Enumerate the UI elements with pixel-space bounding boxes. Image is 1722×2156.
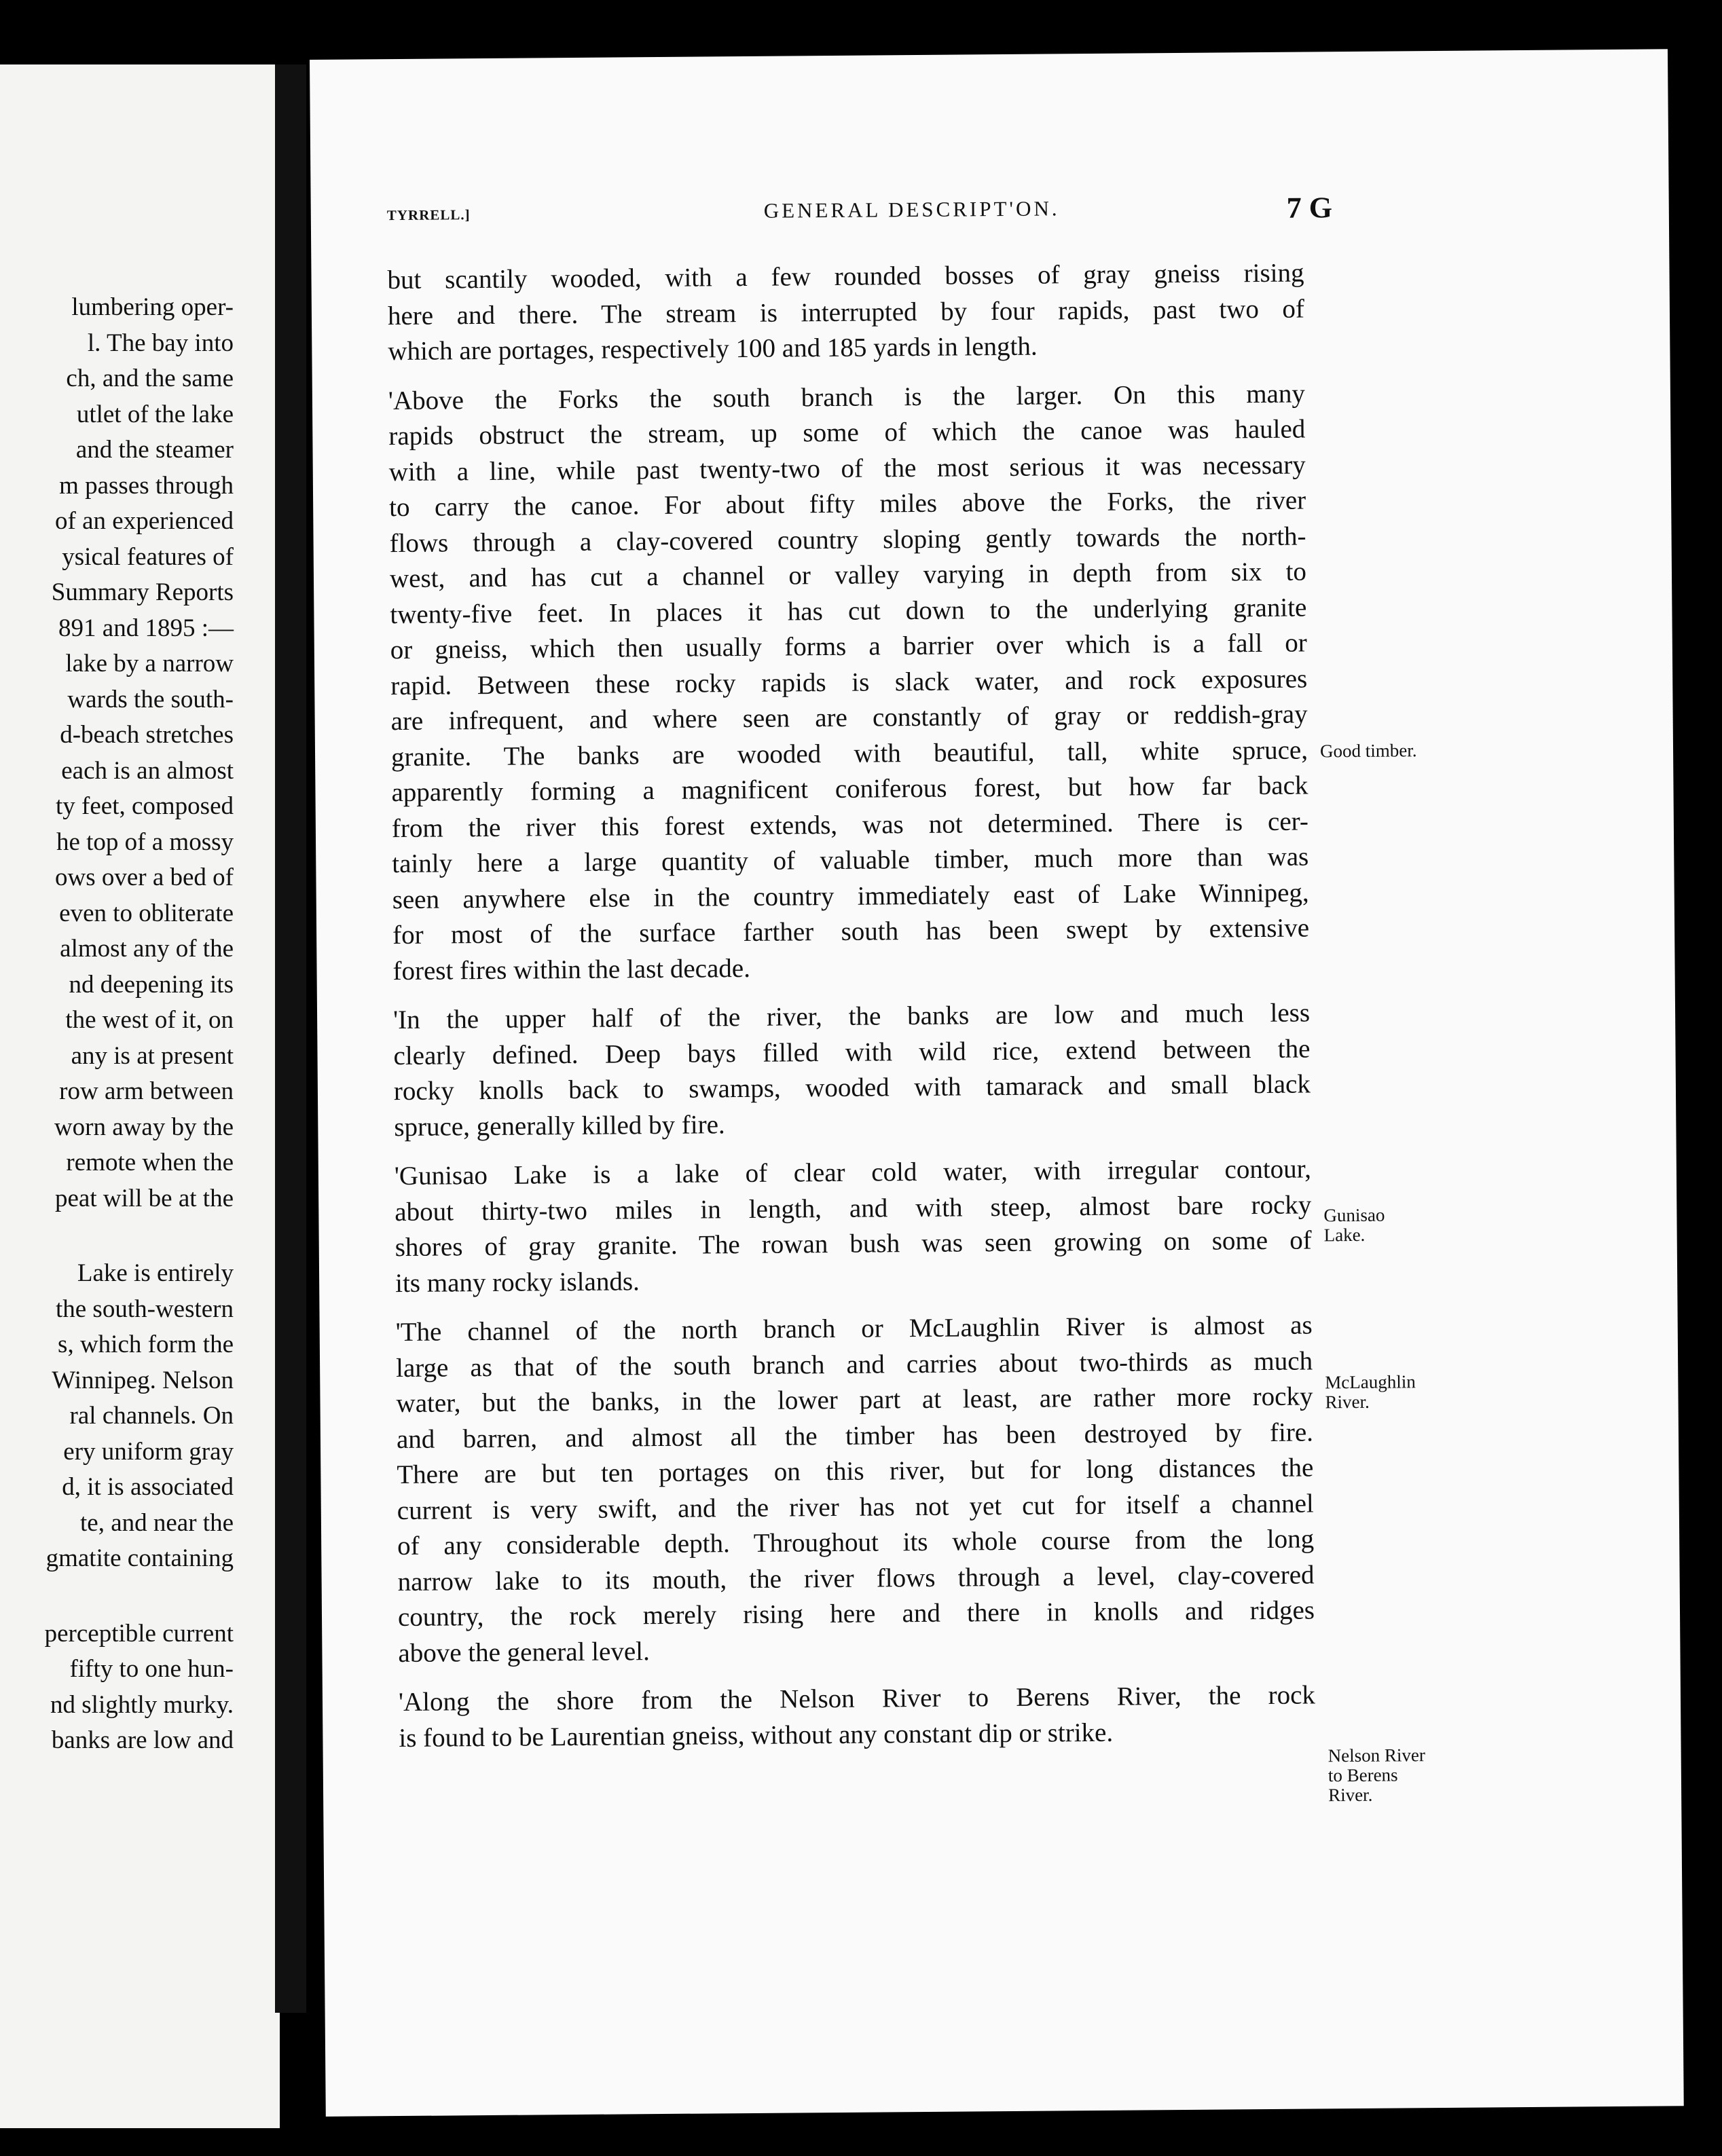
- text-line: 'Above the Forks the south branch is the larger. On this many: [388, 379, 1306, 415]
- facing-text-line: fifty to one hun-: [69, 1655, 234, 1683]
- margin-note-line: Lake.: [1323, 1224, 1366, 1246]
- margin-note-line: River.: [1325, 1391, 1370, 1413]
- text-line: 'Gunisao Lake is a lake of clear cold water, with irregular contour,: [394, 1154, 1312, 1191]
- text-line: about thirty-two miles in length, and with steep, almost bare rocky: [395, 1189, 1312, 1227]
- text-line: its many rocky islands.: [395, 1266, 640, 1298]
- facing-text-line: s, which form the: [58, 1331, 234, 1358]
- facing-text-line: even to obliterate: [59, 899, 234, 927]
- text-line: large as that of the south branch and carries about two-thirds as much: [395, 1345, 1313, 1383]
- text-line: current is very swift, and the river has not yet cut for itself a channel: [397, 1488, 1314, 1525]
- facing-text-line: 891 and 1895 :—: [58, 614, 234, 642]
- text-line: apparently forming a magnificent coniferous forest, but how far back: [391, 770, 1308, 808]
- margin-note-mclaughlin-river: [1325, 1372, 1416, 1412]
- facing-text-line: remote when the: [66, 1149, 234, 1176]
- paragraph: [388, 376, 1310, 989]
- facing-text-line: ral channels. On: [69, 1402, 234, 1430]
- paragraph: [399, 1677, 1316, 1756]
- text-line: of any considerable depth. Throughout its whole course from the long: [397, 1524, 1315, 1561]
- text-line: spruce, generally killed by fire.: [394, 1109, 725, 1142]
- facing-text-line: ows over a bed of: [54, 863, 234, 891]
- running-head-author: TYRRELL.]: [386, 206, 471, 224]
- margin-note-line: Gunisao: [1323, 1204, 1385, 1226]
- facing-text-line: each is an almost: [61, 756, 234, 785]
- facing-text-line: ery uniform gray: [63, 1437, 234, 1466]
- facing-text-line: utlet of the lake: [76, 400, 234, 428]
- text-line: 'In the upper half of the river, the banks are low and much less: [392, 998, 1311, 1035]
- book-gutter: [275, 64, 306, 2013]
- margin-note-nelson-river: [1328, 1745, 1426, 1805]
- facing-text-line: nd slightly murky.: [50, 1690, 234, 1719]
- text-line: and barren, and almost all the timber has been destroyed by fire.: [396, 1417, 1314, 1454]
- text-line: or gneiss, which then usually forms a barrier over which is a fall or: [390, 628, 1307, 665]
- text-line: here and there. The stream is interrupted by four rapids, past two of: [387, 294, 1305, 331]
- facing-text-line: Winnipeg. Nelson: [52, 1366, 234, 1394]
- paragraph-gap: [0, 1216, 234, 1256]
- facing-text-line: ch, and the same: [66, 365, 234, 392]
- text-line: flows through a clay-covered country sloping gently towards the north-: [389, 521, 1306, 558]
- facing-text-line: of an experienced: [55, 507, 234, 535]
- facing-text-line: he top of a mossy: [56, 828, 234, 856]
- facing-text-line: lumbering oper-: [71, 293, 234, 321]
- facing-text-line: worn away by the: [54, 1113, 234, 1141]
- text-line: twenty-five feet. In places it has cut down to the underlying granite: [390, 592, 1307, 629]
- page-number: 7 G: [1286, 191, 1333, 225]
- running-head: [387, 192, 1609, 242]
- text-line: is found to be Laurentian gneiss, without any constant dip or strike.: [399, 1717, 1114, 1753]
- margin-note-line: McLaughlin: [1325, 1371, 1416, 1393]
- text-line: narrow lake to its mouth, the river flows through a level, clay-covered: [397, 1559, 1315, 1597]
- facing-text-line: banks are low and: [51, 1726, 234, 1754]
- facing-text-line: lake by a narrow: [65, 650, 234, 677]
- text-line: but scantily wooded, with a few rounded bosses of gray gneiss rising: [387, 258, 1304, 295]
- paragraph: [395, 1151, 1313, 1301]
- text-line: 'The channel of the north branch or McLaughlin River is almost as: [395, 1310, 1313, 1348]
- facing-text-line: wards the south-: [67, 685, 234, 713]
- facing-text-line: ty feet, composed: [56, 792, 234, 820]
- facing-text-line: almost any of the: [60, 935, 234, 963]
- text-line: There are but ten portages on this river, but for long distances the: [397, 1453, 1314, 1490]
- page-right: [310, 49, 1684, 2117]
- text-line: forest fires within the last decade.: [392, 953, 751, 986]
- margin-note-line: Nelson River: [1327, 1745, 1426, 1766]
- facing-text-line: l. The bay into: [87, 329, 234, 357]
- facing-text-line: peat will be at the: [54, 1184, 234, 1212]
- running-head-title: GENERAL DESCRIPT'ON.: [763, 196, 1060, 223]
- text-line: 'Along the shore from the Nelson River to Berens River, the rock: [398, 1680, 1316, 1717]
- text-line: west, and has cut a channel or valley varying in depth from six to: [389, 557, 1307, 594]
- text-line: are infrequent, and where seen are constantly of gray or reddish-gray: [390, 699, 1308, 737]
- facing-text-line: te, and near the: [80, 1508, 234, 1537]
- text-line: shores of gray granite. The rowan bush was seen growing on some of: [395, 1225, 1312, 1263]
- paragraph: [393, 995, 1311, 1145]
- text-line: rapid. Between these rocky rapids is slack water, and rock exposures: [390, 663, 1308, 701]
- text-line: above the general level.: [398, 1636, 650, 1668]
- text-line: to carry the canoe. For about fifty miles above the Forks, the river: [389, 485, 1306, 523]
- facing-text-line: the south-western: [55, 1295, 234, 1323]
- margin-note-good-timber: [1320, 741, 1417, 761]
- facing-page-text: [0, 290, 234, 1759]
- facing-text-line: d-beach stretches: [60, 721, 234, 749]
- paragraph: [396, 1307, 1315, 1671]
- text-line: rapids obstruct the stream, up some of which the canoe was hauled: [388, 414, 1306, 451]
- facing-text-line: Summary Reports: [51, 578, 234, 606]
- text-line: for most of the surface farther south has been swept by extensive: [392, 913, 1310, 950]
- paragraph-gap: [0, 1577, 234, 1616]
- text-line: water, but the banks, in the lower part at least, are rather more rocky: [396, 1381, 1313, 1419]
- text-line: from the river this forest extends, was not determined. There is cer-: [391, 806, 1309, 843]
- facing-text-line: the west of it, on: [65, 1006, 234, 1034]
- facing-text-line: row arm between: [59, 1077, 234, 1105]
- text-line: seen anywhere else in the country immediately east of Lake Winnipeg,: [392, 877, 1309, 914]
- facing-text-line: perceptible current: [44, 1619, 234, 1648]
- margin-note-line: River.: [1328, 1784, 1373, 1806]
- margin-note-gunisao-lake: [1323, 1206, 1385, 1246]
- text-line: clearly defined. Deep bays filled with wild rice, extend between the: [393, 1033, 1311, 1071]
- paragraph: [387, 256, 1304, 370]
- text-line: country, the rock merely rising here and there in knolls and ridges: [397, 1595, 1315, 1633]
- facing-text-line: m passes through: [59, 471, 234, 500]
- margin-note-line: Good timber.: [1319, 740, 1417, 762]
- facing-text-line: gmatite containing: [45, 1544, 234, 1572]
- facing-text-line: ysical features of: [62, 542, 234, 571]
- text-line: rocky knolls back to swamps, wooded with tamarack and small black: [393, 1069, 1311, 1107]
- margin-note-line: to Berens: [1327, 1764, 1398, 1786]
- facing-text-line: and the steamer: [75, 436, 234, 464]
- text-line: which are portages, respectively 100 and 185 yards in length.: [388, 331, 1038, 367]
- text-line: with a line, while past twenty-two of the most serious it was necessary: [388, 449, 1306, 487]
- body-text: [387, 256, 1315, 1770]
- facing-text-line: any is at present: [71, 1041, 234, 1070]
- facing-text-line: d, it is associated: [62, 1473, 234, 1501]
- text-line: granite. The banks are wooded with beautiful, tall, white spruce,: [390, 735, 1308, 772]
- facing-page-left: [0, 64, 280, 2128]
- facing-text-line: Lake is entirely: [77, 1259, 234, 1287]
- text-line: tainly here a large quantity of valuable timber, much more than was: [392, 842, 1309, 879]
- facing-text-line: nd deepening its: [69, 970, 234, 999]
